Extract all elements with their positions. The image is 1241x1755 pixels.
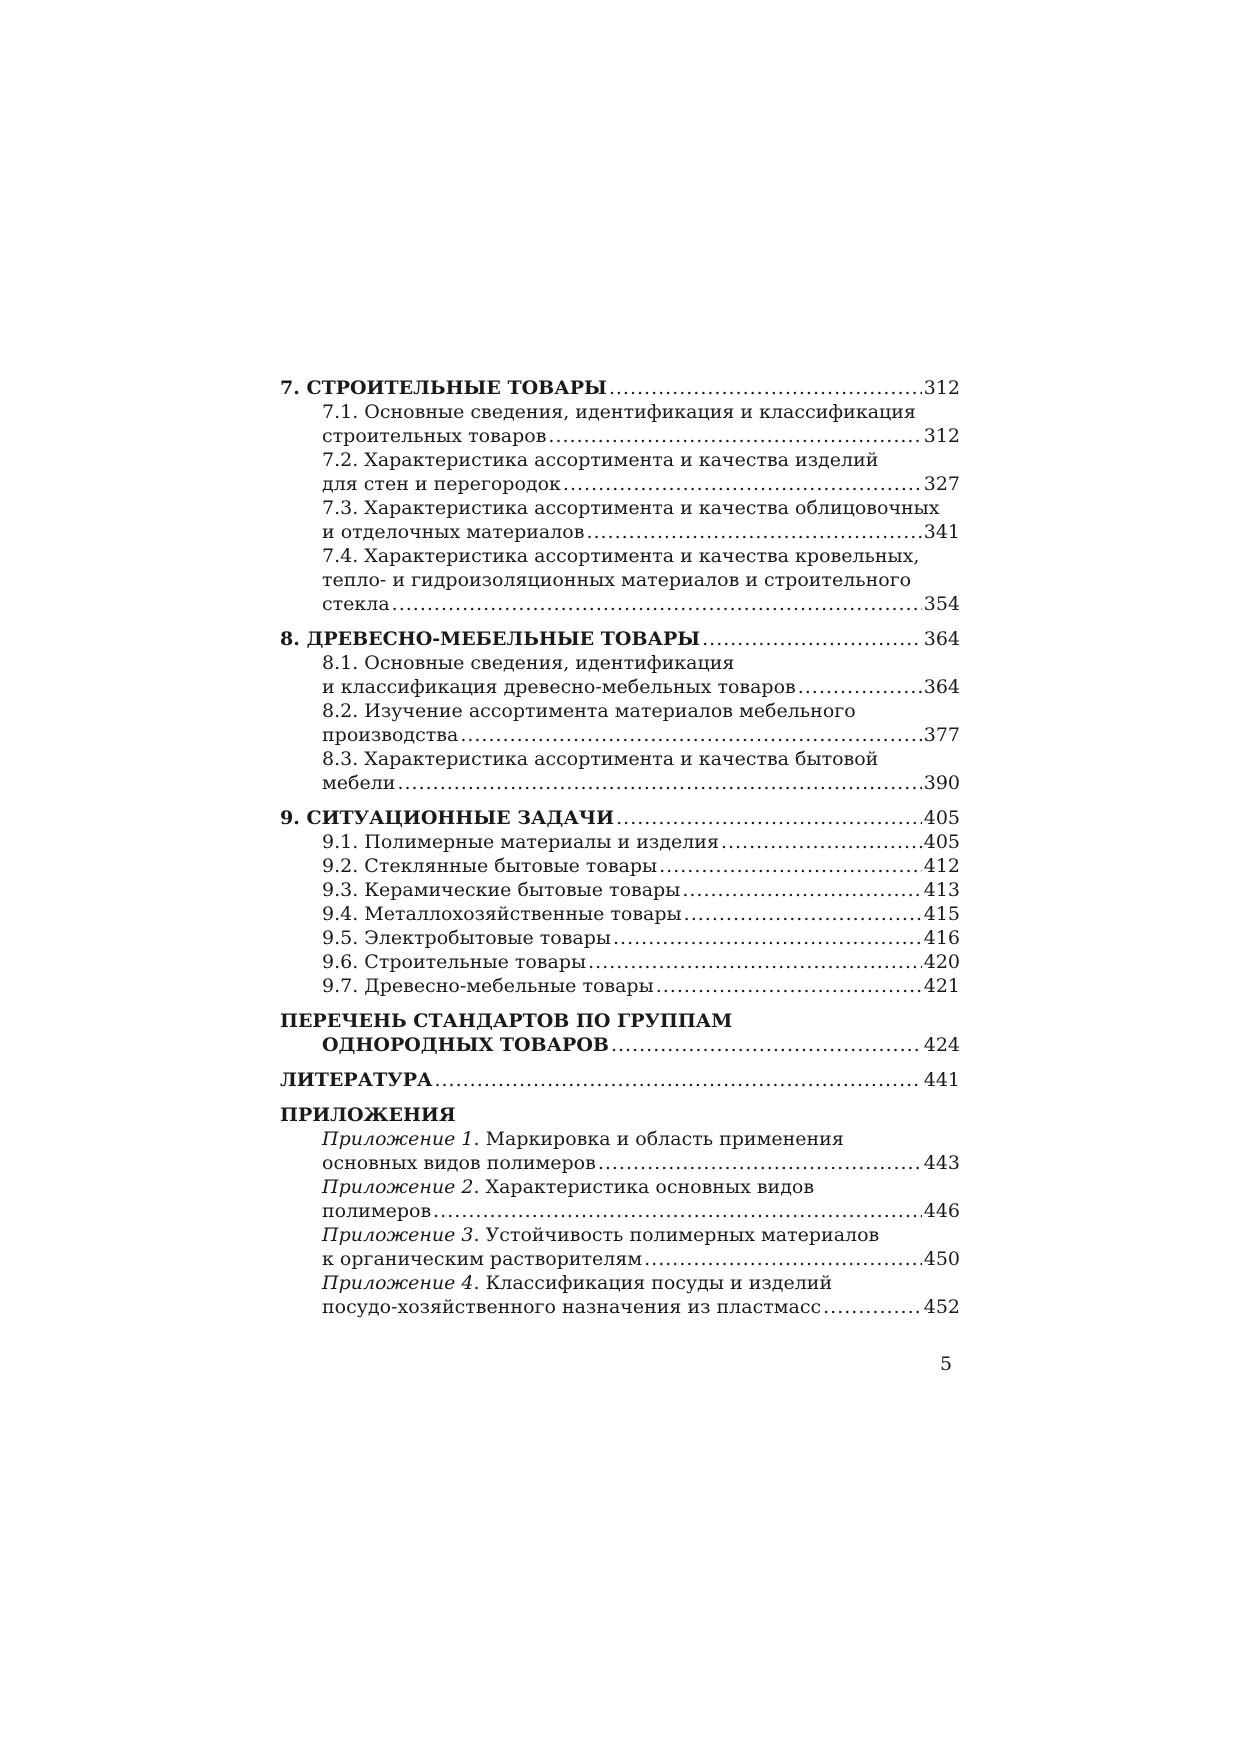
- toc-entry-title: 9.2. Стеклянные бытовые товары: [322, 855, 658, 877]
- toc-page-number: 364: [923, 628, 960, 650]
- leader-dots: [433, 1199, 922, 1223]
- leader-dots: [644, 1247, 922, 1271]
- toc-entry-title: 9.5. Электробытовые товары: [322, 927, 612, 949]
- toc-entry-line: 7.2. Характеристика ассортимента и качества изделий: [322, 449, 879, 471]
- toc-chapter-8[interactable]: [280, 627, 960, 651]
- toc-entry-line: ОДНОРОДНЫХ ТОВАРОВ: [322, 1034, 609, 1056]
- toc-section-9-3[interactable]: [280, 878, 960, 902]
- appendix-label: Приложение 2: [322, 1176, 474, 1198]
- toc-section-8-1[interactable]: [280, 651, 960, 699]
- toc-section-7-2[interactable]: [280, 448, 960, 496]
- toc-appendix-4[interactable]: [280, 1271, 960, 1319]
- page-number: 5: [940, 1353, 953, 1375]
- toc-section-9-1[interactable]: [280, 830, 960, 854]
- toc-section-9-4[interactable]: [280, 902, 960, 926]
- toc-section-7-4[interactable]: [280, 544, 960, 616]
- leader-dots: [798, 675, 922, 699]
- toc-page-number: 420: [923, 951, 960, 973]
- toc-entry-line: 8.1. Основные сведения, идентификация: [322, 652, 735, 674]
- toc-section-8-2[interactable]: [280, 699, 960, 747]
- toc-section-7-3[interactable]: [280, 496, 960, 544]
- toc-entry-title: 9.1. Полимерные материалы и изделия: [322, 831, 719, 853]
- toc-appendix-1[interactable]: [280, 1127, 960, 1175]
- leader-dots: [659, 854, 922, 878]
- toc-section-8-3[interactable]: [280, 747, 960, 795]
- toc-entry-line: строительных товаров: [322, 425, 547, 447]
- toc-page-number: 416: [923, 927, 960, 949]
- toc-entry-title: 8. ДРЕВЕСНО-МЕБЕЛЬНЫЕ ТОВАРЫ: [280, 628, 701, 650]
- toc-page-number: 327: [923, 473, 960, 495]
- leader-dots: [682, 878, 921, 902]
- toc-entry-line: 7.4. Характеристика ассортимента и качества кровельных,: [322, 545, 920, 567]
- toc-appendix-2[interactable]: [280, 1175, 960, 1223]
- leader-dots: [611, 1033, 922, 1057]
- toc-page-number: 312: [923, 377, 960, 399]
- toc-page-number: 421: [923, 975, 960, 997]
- toc-entry-title: ЛИТЕРАТУРА: [280, 1069, 433, 1091]
- toc-entry-title: 9.3. Керамические бытовые товары: [322, 879, 681, 901]
- leader-dots: [684, 902, 922, 926]
- leader-dots: [548, 424, 921, 448]
- leader-dots: [586, 520, 921, 544]
- toc-entry-line: основных видов полимеров: [322, 1152, 596, 1174]
- toc-entry-line: стекла: [322, 593, 390, 615]
- toc-page-number: 443: [923, 1152, 960, 1174]
- toc-entry-line: производства: [322, 724, 459, 746]
- toc-chapter-7[interactable]: [280, 376, 960, 400]
- appendix-label: Приложение 1: [322, 1128, 474, 1150]
- toc-entry-line: 8.3. Характеристика ассортимента и качества бытовой: [322, 748, 879, 770]
- toc-page-number: 354: [923, 593, 960, 615]
- toc-section-7-1[interactable]: [280, 400, 960, 448]
- toc-entry-line: посудо-хозяйственного назначения из пластмасс: [322, 1296, 822, 1318]
- leader-dots: [460, 723, 921, 747]
- toc-page-number: 364: [923, 676, 960, 698]
- toc-entry-title: 7. СТРОИТЕЛЬНЫЕ ТОВАРЫ: [280, 377, 607, 399]
- toc-page-number: 312: [923, 425, 960, 447]
- toc-entry-line: полимеров: [322, 1200, 432, 1222]
- toc-entry-line: и отделочных материалов: [322, 521, 585, 543]
- leader-dots: [598, 1151, 922, 1175]
- toc-page-number: 424: [923, 1034, 960, 1056]
- toc-page-number: 405: [923, 831, 960, 853]
- toc-section-9-6[interactable]: [280, 950, 960, 974]
- toc-page-number: 341: [923, 521, 960, 543]
- toc-entry-title: 9.4. Металлохозяйственные товары: [322, 903, 682, 925]
- leader-dots: [702, 627, 922, 651]
- toc-entry-line: . Устойчивость полимерных материалов: [473, 1224, 880, 1246]
- toc-chapter-9[interactable]: [280, 806, 960, 830]
- toc-page-number: 390: [923, 772, 960, 794]
- toc-appendices-heading[interactable]: ПРИЛОЖЕНИЯ: [280, 1104, 456, 1126]
- leader-dots: [609, 376, 922, 400]
- toc-entry-title: 9.6. Строительные товары: [322, 951, 587, 973]
- toc-section-9-2[interactable]: [280, 854, 960, 878]
- leader-dots: [588, 950, 922, 974]
- toc-standards-list[interactable]: [280, 1009, 960, 1057]
- toc-entry-line: ПЕРЕЧЕНЬ СТАНДАРТОВ ПО ГРУППАМ: [280, 1010, 733, 1032]
- toc-page-number: 412: [923, 855, 960, 877]
- leader-dots: [434, 1068, 921, 1092]
- leader-dots: [656, 974, 922, 998]
- toc-page-number: 405: [923, 807, 960, 829]
- leader-dots: [613, 926, 922, 950]
- toc-page-number: 452: [923, 1296, 960, 1318]
- toc-entry-line: . Характеристика основных видов: [473, 1176, 815, 1198]
- toc-entry-line: тепло- и гидроизоляционных материалов и строительного: [322, 569, 912, 591]
- toc-entry-line: . Классификация посуды и изделий: [473, 1272, 833, 1294]
- toc-page-number: 377: [923, 724, 960, 746]
- toc-entry-line: 7.1. Основные сведения, идентификация и классификация: [322, 401, 916, 423]
- toc-literature[interactable]: [280, 1068, 960, 1092]
- toc-entry-line: к органическим растворителям: [322, 1248, 643, 1270]
- toc-page-number: 446: [923, 1200, 960, 1222]
- toc-entry-line: . Маркировка и область применения: [473, 1128, 844, 1150]
- leader-dots: [392, 592, 922, 616]
- toc-section-9-5[interactable]: [280, 926, 960, 950]
- toc-entry-line: 7.3. Характеристика ассортимента и качества облицовочных: [322, 497, 940, 519]
- leader-dots: [563, 472, 922, 496]
- toc-entry-title: 9. СИТУАЦИОННЫЕ ЗАДАЧИ: [280, 807, 615, 829]
- toc-page-number: 413: [923, 879, 960, 901]
- leader-dots: [823, 1295, 922, 1319]
- appendix-label: Приложение 4: [322, 1272, 474, 1294]
- toc-entry-line: мебели: [322, 772, 396, 794]
- toc-page-number: 450: [923, 1248, 960, 1270]
- toc-entry-line: и классификация древесно-мебельных товаров: [322, 676, 796, 698]
- leader-dots: [721, 830, 922, 854]
- table-of-contents: [280, 376, 960, 1319]
- toc-page-number: 415: [923, 903, 960, 925]
- toc-entry-line: для стен и перегородок: [322, 473, 561, 495]
- toc-page-number: 441: [923, 1069, 960, 1091]
- toc-entry-line: 8.2. Изучение ассортимента материалов мебельного: [322, 700, 856, 722]
- toc-section-9-7[interactable]: [280, 974, 960, 998]
- toc-appendix-3[interactable]: [280, 1223, 960, 1271]
- leader-dots: [616, 806, 922, 830]
- toc-entry-title: 9.7. Древесно-мебельные товары: [322, 975, 654, 997]
- leader-dots: [397, 771, 921, 795]
- appendix-label: Приложение 3: [322, 1224, 474, 1246]
